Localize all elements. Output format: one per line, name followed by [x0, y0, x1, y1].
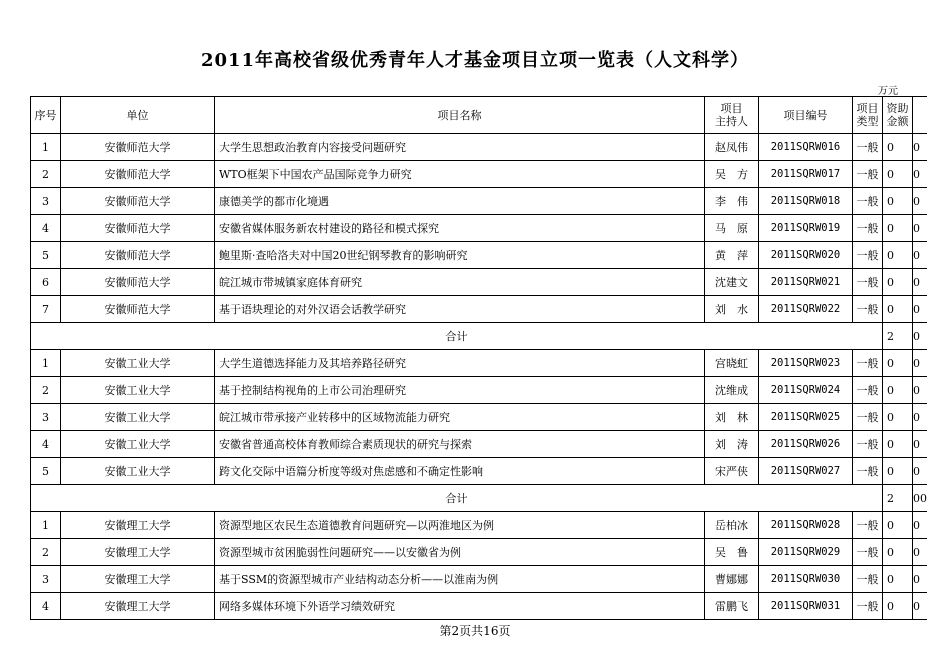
header-fund: 资助 金额: [883, 97, 913, 134]
row-extra: 0: [913, 134, 928, 161]
row-type: 一般: [853, 593, 883, 620]
row-project-name: 基于语块理论的对外汉语会话教学研究: [215, 296, 705, 323]
row-leader: 赵凤伟: [705, 134, 759, 161]
page-footer: 第2页共16页: [439, 624, 511, 638]
total-label: 合计: [31, 485, 883, 512]
row-code: 2011SQRW026: [759, 431, 853, 458]
row-seq: 1: [31, 134, 61, 161]
total-label: 合计: [31, 323, 883, 350]
table-row: [31, 431, 928, 458]
row-type: 一般: [853, 539, 883, 566]
row-leader: 李 伟: [705, 188, 759, 215]
row-seq: 3: [31, 404, 61, 431]
row-leader: 宋严侠: [705, 458, 759, 485]
row-extra: 0: [913, 188, 928, 215]
row-org: 安徽理工大学: [61, 512, 215, 539]
row-extra: 0: [913, 269, 928, 296]
table-row: [31, 134, 928, 161]
row-type: 一般: [853, 134, 883, 161]
row-fund: 0: [883, 539, 913, 566]
total-row: [31, 485, 928, 512]
row-seq: 2: [31, 539, 61, 566]
table-row: [31, 296, 928, 323]
row-org: 安徽师范大学: [61, 134, 215, 161]
row-code: 2011SQRW017: [759, 161, 853, 188]
row-extra: 0: [913, 566, 928, 593]
table-row: [31, 188, 928, 215]
row-code: 2011SQRW027: [759, 458, 853, 485]
row-project-name: 安徽省普通高校体育教师综合素质现状的研究与探索: [215, 431, 705, 458]
row-seq: 4: [31, 215, 61, 242]
row-code: 2011SQRW025: [759, 404, 853, 431]
row-extra: 0: [913, 377, 928, 404]
row-extra: 0: [913, 350, 928, 377]
row-leader: 刘 涛: [705, 431, 759, 458]
row-seq: 1: [31, 350, 61, 377]
row-code: 2011SQRW023: [759, 350, 853, 377]
row-leader: 吴 方: [705, 161, 759, 188]
row-code: 2011SQRW016: [759, 134, 853, 161]
table-row: [31, 512, 928, 539]
row-leader: 岳柏冰: [705, 512, 759, 539]
row-org: 安徽师范大学: [61, 161, 215, 188]
row-leader: 沈维成: [705, 377, 759, 404]
table-row: [31, 566, 928, 593]
row-leader: 马 原: [705, 215, 759, 242]
row-project-name: 资源型地区农民生态道德教育问题研究—以两淮地区为例: [215, 512, 705, 539]
row-extra: 0: [913, 539, 928, 566]
row-org: 安徽师范大学: [61, 242, 215, 269]
row-leader: 曹娜娜: [705, 566, 759, 593]
row-type: 一般: [853, 269, 883, 296]
row-project-name: 鲍里斯·查哈洛夫对中国20世纪钢琴教育的影响研究: [215, 242, 705, 269]
row-leader: 宫晓虹: [705, 350, 759, 377]
row-type: 一般: [853, 350, 883, 377]
row-code: 2011SQRW022: [759, 296, 853, 323]
total-extra: 0: [913, 323, 928, 350]
total-fund: 2: [883, 323, 913, 350]
row-org: 安徽工业大学: [61, 404, 215, 431]
row-extra: 0: [913, 242, 928, 269]
row-code: 2011SQRW028: [759, 512, 853, 539]
row-extra: 0: [913, 296, 928, 323]
row-seq: 4: [31, 431, 61, 458]
row-fund: 0: [883, 269, 913, 296]
row-project-name: 康德美学的都市化境遇: [215, 188, 705, 215]
row-code: 2011SQRW021: [759, 269, 853, 296]
row-fund: 0: [883, 458, 913, 485]
row-fund: 0: [883, 161, 913, 188]
row-leader: 刘 水: [705, 296, 759, 323]
row-extra: 0: [913, 512, 928, 539]
header-extra: [913, 97, 928, 134]
row-code: 2011SQRW019: [759, 215, 853, 242]
row-fund: 0: [883, 404, 913, 431]
row-fund: 0: [883, 242, 913, 269]
header-name: 项目名称: [215, 97, 705, 134]
row-fund: 0: [883, 188, 913, 215]
row-type: 一般: [853, 188, 883, 215]
row-project-name: 皖江城市带承接产业转移中的区域物流能力研究: [215, 404, 705, 431]
row-code: 2011SQRW031: [759, 593, 853, 620]
row-code: 2011SQRW029: [759, 539, 853, 566]
row-org: 安徽师范大学: [61, 269, 215, 296]
table-row: [31, 242, 928, 269]
row-org: 安徽师范大学: [61, 215, 215, 242]
row-org: 安徽工业大学: [61, 377, 215, 404]
row-code: 2011SQRW030: [759, 566, 853, 593]
row-fund: 0: [883, 566, 913, 593]
row-seq: 5: [31, 458, 61, 485]
row-org: 安徽工业大学: [61, 431, 215, 458]
row-code: 2011SQRW018: [759, 188, 853, 215]
row-fund: 0: [883, 377, 913, 404]
row-project-name: 基于控制结构视角的上市公司治理研究: [215, 377, 705, 404]
row-fund: 0: [883, 431, 913, 458]
table-row: [31, 404, 928, 431]
row-seq: 3: [31, 566, 61, 593]
row-project-name: 跨文化交际中语篇分析度等级对焦虑感和不确定性影响: [215, 458, 705, 485]
table-row: [31, 161, 928, 188]
row-project-name: 皖江城市带城镇家庭体育研究: [215, 269, 705, 296]
row-fund: 0: [883, 593, 913, 620]
row-project-name: WTO框架下中国农产品国际竞争力研究: [215, 161, 705, 188]
table-row: [31, 593, 928, 620]
row-leader: 雷鹏飞: [705, 593, 759, 620]
table-row: [31, 377, 928, 404]
row-leader: 黄 萍: [705, 242, 759, 269]
row-type: 一般: [853, 431, 883, 458]
row-org: 安徽师范大学: [61, 296, 215, 323]
row-org: 安徽理工大学: [61, 539, 215, 566]
page-title: 2011年高校省级优秀青年人才基金项目立项一览表（人文科学）: [200, 50, 750, 71]
header-code: 项目编号: [759, 97, 853, 134]
project-table: [30, 96, 927, 620]
row-project-name: 安徽省媒体服务新农村建设的路径和模式探究: [215, 215, 705, 242]
row-fund: 0: [883, 296, 913, 323]
row-project-name: 大学生思想政治教育内容接受问题研究: [215, 134, 705, 161]
row-type: 一般: [853, 404, 883, 431]
row-type: 一般: [853, 296, 883, 323]
row-type: 一般: [853, 215, 883, 242]
row-type: 一般: [853, 566, 883, 593]
row-fund: 0: [883, 215, 913, 242]
row-extra: 0: [913, 161, 928, 188]
unit-label: 万元: [878, 86, 898, 97]
row-seq: 1: [31, 512, 61, 539]
row-type: 一般: [853, 377, 883, 404]
row-seq: 7: [31, 296, 61, 323]
row-seq: 3: [31, 188, 61, 215]
row-seq: 5: [31, 242, 61, 269]
row-type: 一般: [853, 512, 883, 539]
row-extra: 0: [913, 404, 928, 431]
header-type: 项目 类型: [853, 97, 883, 134]
table-row: [31, 458, 928, 485]
row-extra: 0: [913, 431, 928, 458]
row-extra: 0: [913, 458, 928, 485]
header-seq: 序号: [31, 97, 61, 134]
row-seq: 4: [31, 593, 61, 620]
table-row: [31, 350, 928, 377]
table-header-row: [31, 97, 928, 134]
table-row: [31, 215, 928, 242]
total-extra: 00: [913, 485, 928, 512]
row-fund: 0: [883, 134, 913, 161]
row-leader: 沈建文: [705, 269, 759, 296]
row-org: 安徽理工大学: [61, 593, 215, 620]
row-project-name: 网络多媒体环境下外语学习绩效研究: [215, 593, 705, 620]
row-type: 一般: [853, 458, 883, 485]
row-org: 安徽工业大学: [61, 458, 215, 485]
header-org: 单位: [61, 97, 215, 134]
row-seq: 6: [31, 269, 61, 296]
row-type: 一般: [853, 161, 883, 188]
row-code: 2011SQRW024: [759, 377, 853, 404]
row-code: 2011SQRW020: [759, 242, 853, 269]
row-project-name: 基于SSM的资源型城市产业结构动态分析——以淮南为例: [215, 566, 705, 593]
row-leader: 刘 林: [705, 404, 759, 431]
table-row: [31, 539, 928, 566]
row-leader: 吴 鲁: [705, 539, 759, 566]
total-fund: 2: [883, 485, 913, 512]
total-row: [31, 323, 928, 350]
row-fund: 0: [883, 512, 913, 539]
row-type: 一般: [853, 242, 883, 269]
row-seq: 2: [31, 377, 61, 404]
table-row: [31, 269, 928, 296]
row-project-name: 大学生道德选择能力及其培养路径研究: [215, 350, 705, 377]
row-org: 安徽师范大学: [61, 188, 215, 215]
row-org: 安徽理工大学: [61, 566, 215, 593]
row-fund: 0: [883, 350, 913, 377]
row-org: 安徽工业大学: [61, 350, 215, 377]
row-seq: 2: [31, 161, 61, 188]
header-leader: 项目 主持人: [705, 97, 759, 134]
row-extra: 0: [913, 593, 928, 620]
row-extra: 0: [913, 215, 928, 242]
row-project-name: 资源型城市贫困脆弱性问题研究——以安徽省为例: [215, 539, 705, 566]
